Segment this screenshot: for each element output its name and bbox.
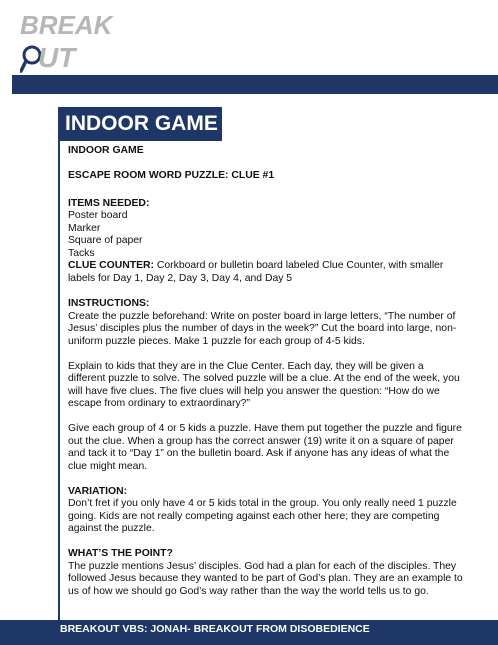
header-bar bbox=[12, 75, 498, 94]
point-text: The puzzle mentions Jesus’ disciples. God had a plan for each of the disciples. They followed Jesus because they wanted to be part of God’s plan. They are an example to us of how we should go God’s way rather than the way the world tells us to go. bbox=[68, 560, 463, 597]
item-line: Square of paper bbox=[68, 235, 143, 246]
instructions-heading: INSTRUCTIONS: bbox=[68, 298, 150, 309]
left-rule bbox=[58, 110, 60, 620]
variation-text: Don’t fret if you only have 4 or 5 kids total in the group. You only really need 1 puzzle going. Kids are not really competing against each other here; they are competing against the puzzle. bbox=[68, 498, 457, 534]
puzzle-title: ESCAPE ROOM WORD PUZZLE: CLUE #1 bbox=[68, 170, 275, 181]
instructions-paragraph: Give each group of 4 or 5 kids a puzzle. Have them put together the puzzle and figure out the clue. When a group has the correct answer (19) write it on a square of paper and tack it to “Day 1” on the bulletin board. Ask if anyone has any ideas of what the clue might mean. bbox=[68, 423, 462, 472]
subtitle: INDOOR GAME bbox=[68, 145, 144, 156]
instructions-paragraph: Create the puzzle beforehand: Write on poster board in large letters, “The number of Jesus’ disciples plus the number of days in the week?” Cut the board into large, non-uniform puzzle pieces. Make 1 puzzle for each group of 4-5 kids. bbox=[68, 310, 457, 347]
breakout-logo bbox=[12, 8, 113, 74]
point-heading: WHAT’S THE POINT? bbox=[68, 548, 173, 559]
logo-top-word: BREAK bbox=[20, 10, 113, 40]
item-line: Tacks bbox=[68, 247, 95, 259]
clue-counter bbox=[68, 260, 463, 285]
variation-heading: VARIATION: bbox=[68, 485, 128, 497]
item-line: Poster board bbox=[68, 210, 128, 221]
instructions-paragraph: Explain to kids that they are in the Clue Center. Each day, they will be given a different puzzle to solve. The solved puzzle will be a clue. At the end of the week, you will have five clues. The five clues will help you answer the question: “How do we escape from ordinary to extraordinary?” bbox=[68, 360, 460, 409]
footer-bar: BREAKOUT VBS: JONAH- BREAKOUT FROM DISOBEDIENCE bbox=[0, 620, 498, 645]
items-heading: ITEMS NEEDED: bbox=[68, 197, 150, 209]
item-line: Marker bbox=[68, 222, 101, 234]
document-body bbox=[68, 145, 463, 598]
clue-counter-text: Corkboard or bulletin board labeled Clue Counter, with smaller labels for Day 1, Day 2, Day 3, Day 4, and Day 5 bbox=[68, 260, 444, 284]
logo-bottom-word: UT bbox=[38, 42, 76, 73]
page-title: INDOOR GAME bbox=[58, 107, 222, 141]
clue-counter-label: CLUE COUNTER: bbox=[68, 260, 155, 271]
